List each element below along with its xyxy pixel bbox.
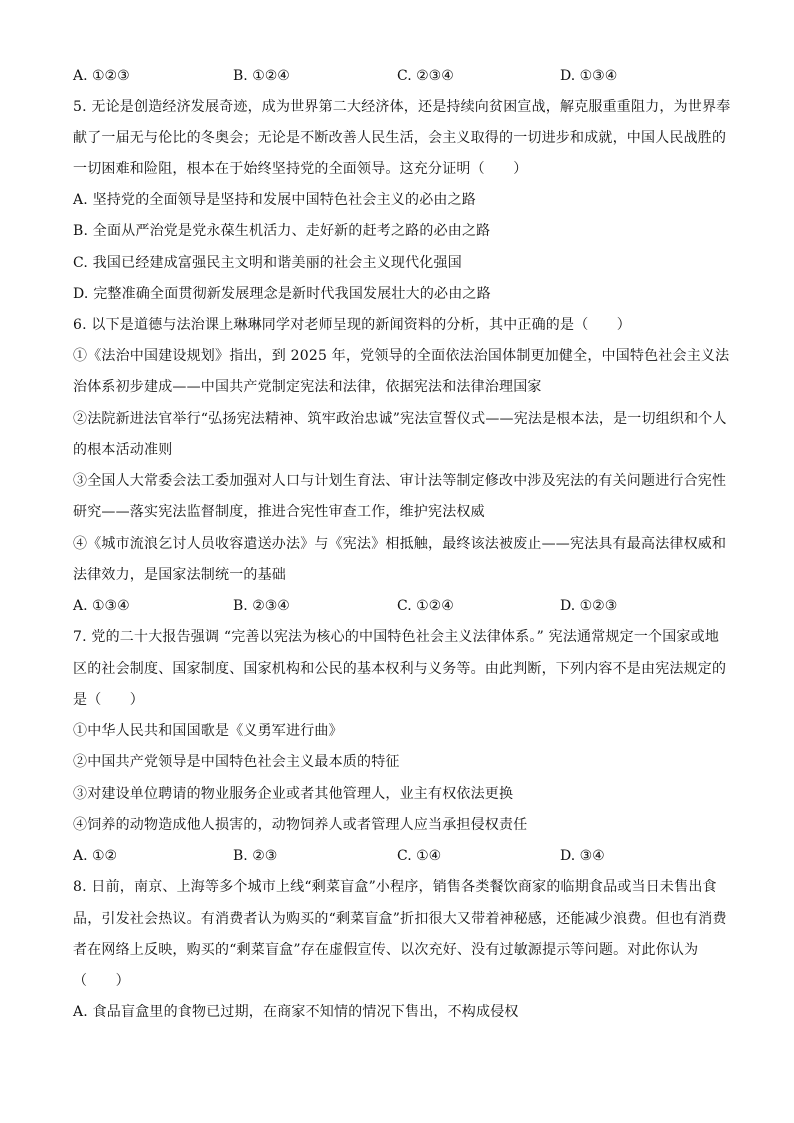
q6-option-b[interactable]: B. ②③④ (233, 598, 290, 614)
q6-item-1-line-1: ①《法治中国建设规划》指出，到 2025 年，党领导的全面依法治国体制更加健全，中国特色社会主义法 (73, 348, 730, 364)
q5-stem-line-2: 献了一届无与伦比的冬奥会；无论是不断改善人民生活，会主义取得的一切进步和成就，中国人民战胜的 (73, 130, 727, 146)
q5-option-d[interactable]: D. 完整准确全面贯彻新发展理念是新时代我国发展壮大的必由之路 (73, 286, 491, 302)
q7-item-2: ②中国共产党领导是中国特色社会主义最本质的特征 (73, 754, 400, 770)
q8-stem-line-1: 8. 日前，南京、上海等多个城市上线“剩菜盲盒”小程序，销售各类餐饮商家的临期食品或当日未售出食 (73, 879, 717, 895)
q8-stem-line-2: 品，引发社会热议。有消费者认为购买的“剩菜盲盒”折扣很大又带着神秘感，还能减少浪费。但也有消费 (73, 911, 727, 927)
q6-item-4-line-2: 法律效力，是国家法制统一的基础 (73, 567, 286, 583)
q6-option-c[interactable]: C. ①②④ (397, 598, 454, 614)
q7-item-4: ④饲养的动物造成他人损害的，动物饲养人或者管理人应当承担侵权责任 (73, 817, 528, 833)
q7-option-b[interactable]: B. ②③ (233, 848, 278, 864)
q4-option-c[interactable]: C. ②③④ (397, 68, 454, 84)
q6-item-3-line-2: 研究——落实宪法监督制度，推进合宪性审查工作，维护宪法权威 (73, 504, 485, 520)
q6-options (73, 597, 733, 615)
q7-item-1: ①中华人民共和国国歌是《义勇军进行曲》 (73, 723, 343, 739)
q7-stem-line-1: 7. 党的二十大报告强调 “完善以宪法为核心的中国特色社会主义法律体系。” 宪法通常规定一个国家或地 (73, 629, 720, 645)
q8-stem-line-4: （ ） (73, 973, 130, 989)
q5-stem-line-3: 一切困难和险阻，根本在于始终坚持党的全面领导。这充分证明（ ） (73, 161, 528, 177)
q6-item-4-line-1: ④《城市流浪乞讨人员收容遣送办法》与《宪法》相抵触，最终该法被废止——宪法具有最高法律权威和 (73, 536, 727, 552)
q4-option-a[interactable]: A. ①②③ (73, 68, 130, 84)
q7-option-a[interactable]: A. ①② (73, 848, 118, 864)
q5-option-a[interactable]: A. 坚持党的全面领导是坚持和发展中国特色社会主义的必由之路 (73, 192, 477, 208)
q7-option-d[interactable]: D. ③④ (560, 848, 605, 864)
q5-stem-line-1: 5. 无论是创造经济发展奇迹，成为世界第二大经济体，还是持续向贫困宣战，解克服重重阻力，为世界奉 (73, 99, 731, 115)
q5-option-c[interactable]: C. 我国已经建成富强民主文明和谐美丽的社会主义现代化强国 (73, 255, 462, 271)
q4-option-d[interactable]: D. ①③④ (560, 68, 618, 84)
q6-item-1-line-2: 治体系初步建成——中国共产党制定宪法和法律，依据宪法和法律治理国家 (73, 379, 542, 395)
q6-stem: 6. 以下是道德与法治课上琳琳同学对老师呈现的新闻资料的分析，其中正确的是（ ） (73, 317, 632, 333)
q7-options (73, 847, 733, 865)
q4-option-b[interactable]: B. ①②④ (233, 68, 290, 84)
q7-item-3: ③对建设单位聘请的物业服务企业或者其他管理人，业主有权依法更换 (73, 786, 514, 802)
q7-stem-line-2: 区的社会制度、国家制度、国家机构和公民的基本权利与义务等。由此判断，下列内容不是由宪法规定的 (73, 661, 727, 677)
q4-options (73, 67, 733, 85)
q6-item-3-line-1: ③全国人大常委会法工委加强对人口与计划生育法、审计法等制定修改中涉及宪法的有关问题进行合宪性 (73, 473, 727, 489)
q6-option-a[interactable]: A. ①③④ (73, 598, 130, 614)
q8-option-a[interactable]: A. 食品盲盒里的食物已过期，在商家不知情的情况下售出，不构成侵权 (73, 1004, 519, 1020)
q7-stem-line-3: 是（ ） (73, 692, 144, 708)
q7-option-c[interactable]: C. ①④ (397, 848, 442, 864)
q6-option-d[interactable]: D. ①②③ (560, 598, 618, 614)
q5-option-b[interactable]: B. 全面从严治党是党永葆生机活力、走好新的赶考之路的必由之路 (73, 223, 491, 239)
q6-item-2-line-1: ②法院新进法官举行“弘扬宪法精神、筑牢政治忠诚”宪法宣誓仪式——宪法是根本法，是一切组织和个人 (73, 411, 727, 427)
q8-stem-line-3: 者在网络上反映，购买的“剩菜盲盒”存在虚假宣传、以次充好、没有过敏源提示等问题。对此你认为 (73, 942, 699, 958)
q6-item-2-line-2: 的根本活动准则 (73, 442, 173, 458)
